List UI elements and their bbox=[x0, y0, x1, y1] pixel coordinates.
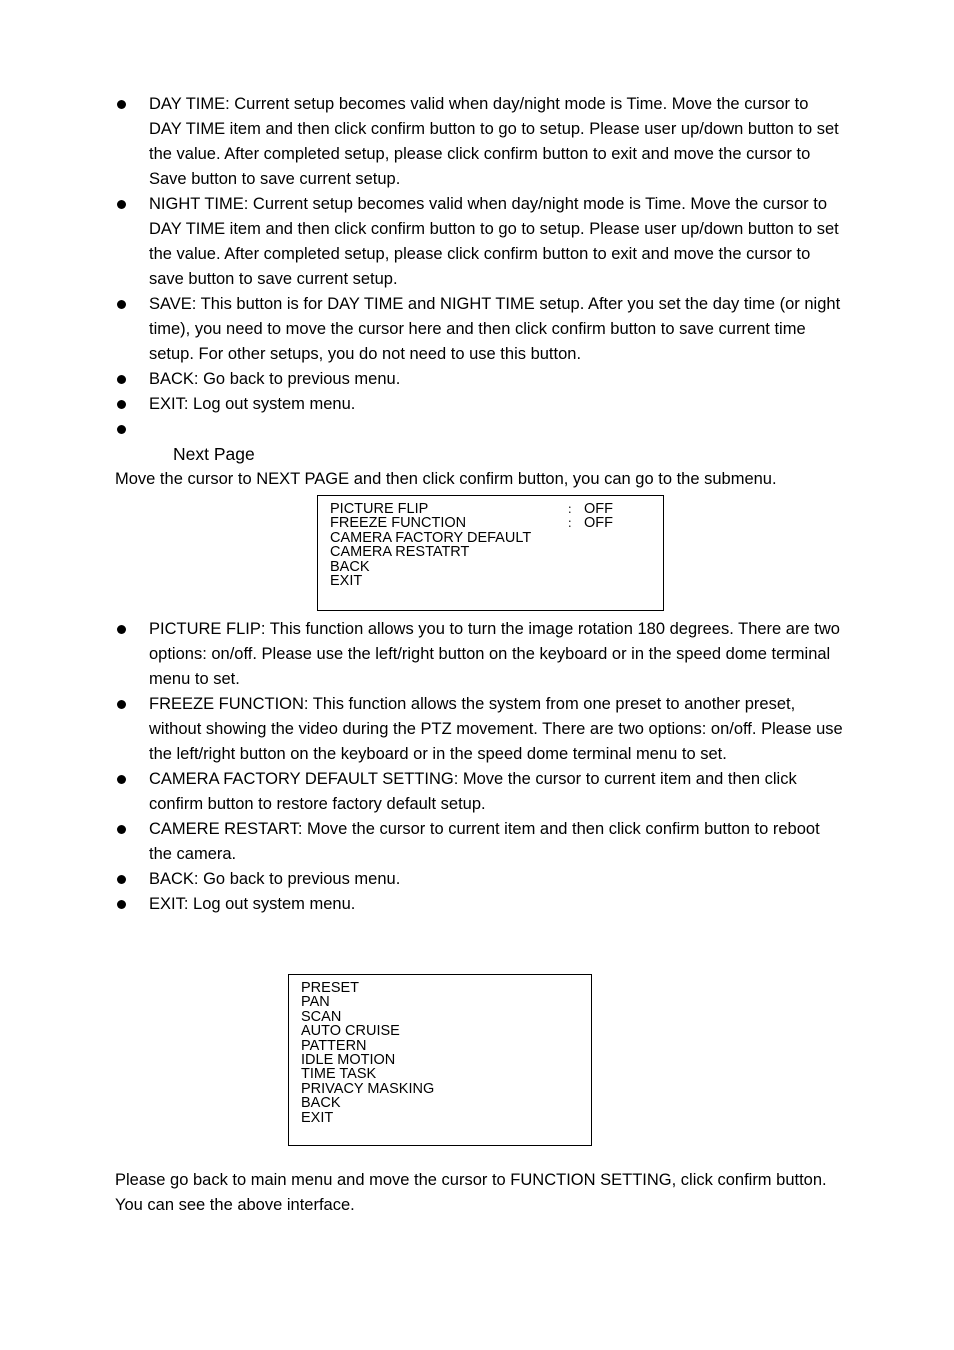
function-setting-menu-box bbox=[288, 974, 592, 1146]
list-item-text: FREEZE FUNCTION: This function allows the system from one preset to another preset, without showing the video during the PTZ movement. There are two options: on/off. Please use the left/right button on the keyboard or in the speed dome terminal menu to set. bbox=[149, 695, 843, 763]
bullet-icon bbox=[117, 825, 126, 834]
list-item bbox=[115, 367, 845, 392]
menu-row-freeze-function bbox=[330, 516, 651, 530]
bullet-list-time-setup bbox=[115, 92, 845, 442]
outro-paragraph: Please go back to main menu and move the cursor to FUNCTION SETTING, click confirm button. You can see the above interface. bbox=[115, 1171, 827, 1214]
menu-row-pattern: PATTERN bbox=[301, 1037, 367, 1054]
menu-row-exit: EXIT bbox=[301, 1109, 334, 1126]
bullet-icon bbox=[117, 375, 126, 384]
list-item bbox=[115, 617, 845, 692]
bullet-icon bbox=[117, 200, 126, 209]
menu-colon: ： bbox=[567, 502, 580, 516]
menu-label: PICTURE FLIP bbox=[330, 501, 429, 517]
menu-row-preset: PRESET bbox=[301, 980, 360, 996]
bullet-icon bbox=[117, 875, 126, 884]
list-item bbox=[115, 692, 845, 767]
bullet-icon bbox=[117, 775, 126, 784]
bullet-icon bbox=[117, 900, 126, 909]
bullet-list-next-page bbox=[115, 617, 845, 917]
menu-row-auto-cruise: AUTO CRUISE bbox=[301, 1023, 400, 1040]
menu-value-text: OFF bbox=[584, 501, 614, 517]
list-item-text: SAVE: This button is for DAY TIME and NIGHT TIME setup. After you set the day time (or night time), you need to move the cursor here and then click confirm button to save current time setup. For other setups, you do not need to use this button. bbox=[149, 295, 841, 363]
list-item-text: BACK: Go back to previous menu. bbox=[149, 370, 401, 388]
list-item-text: CAMERE RESTART: Move the cursor to current item and then click confirm button to reboot the camera. bbox=[149, 820, 820, 863]
menu-row-scan: SCAN bbox=[301, 1008, 342, 1025]
menu-row-time-task: TIME TASK bbox=[301, 1066, 377, 1083]
list-item bbox=[115, 767, 845, 817]
bullet-icon bbox=[117, 400, 126, 409]
list-item bbox=[115, 817, 845, 867]
next-page-menu-box bbox=[317, 495, 664, 611]
menu-label: FREEZE FUNCTION bbox=[330, 515, 467, 532]
menu-colon: ： bbox=[567, 516, 580, 531]
list-item-text: CAMERA FACTORY DEFAULT SETTING: Move the cursor to current item and then click confirm button to restore factory default setup. bbox=[149, 770, 797, 813]
menu-row-camera-factory-default: CAMERA FACTORY DEFAULT bbox=[330, 529, 532, 546]
menu-value bbox=[567, 502, 613, 516]
menu-row-picture-flip bbox=[330, 502, 651, 516]
menu-row-back: BACK bbox=[330, 558, 370, 575]
bullet-icon bbox=[117, 700, 126, 709]
menu-row-pan: PAN bbox=[301, 994, 330, 1011]
list-item bbox=[115, 292, 845, 367]
list-item-text: NIGHT TIME: Current setup becomes valid when day/night mode is Time. Move the cursor to DAY TIME item and then click confirm button to go to setup. Please user up/down button to set the value. After completed setup, please click confirm button to exit and move the cursor to save button to save current setup. bbox=[149, 195, 839, 288]
list-item-text: EXIT: Log out system menu. bbox=[149, 895, 356, 913]
list-item-text: EXIT: Log out system menu. bbox=[149, 395, 356, 413]
intro-paragraph: Move the cursor to NEXT PAGE and then click confirm button, you can go to the submenu. bbox=[115, 470, 777, 488]
menu-row-back: BACK bbox=[301, 1095, 341, 1112]
list-item bbox=[115, 892, 845, 917]
menu-row-idle-motion: IDLE MOTION bbox=[301, 1052, 396, 1069]
menu-value-text: OFF bbox=[584, 515, 614, 532]
list-item bbox=[115, 192, 845, 292]
list-item bbox=[115, 92, 845, 192]
section-heading: Next Page bbox=[173, 444, 255, 464]
menu-value bbox=[567, 516, 613, 530]
list-item bbox=[115, 867, 845, 892]
list-item-text: DAY TIME: Current setup becomes valid when day/night mode is Time. Move the cursor to DAY TIME item and then click confirm button to go to setup. Please user up/down button to set the value. After completed setup, please click confirm button to exit and move the cursor to Save button to save current setup. bbox=[149, 95, 839, 188]
menu-row-exit: EXIT bbox=[330, 573, 363, 590]
bullet-icon bbox=[117, 100, 126, 109]
list-item bbox=[115, 392, 845, 417]
list-item-text: BACK: Go back to previous menu. bbox=[149, 870, 401, 888]
bullet-icon bbox=[117, 625, 126, 634]
menu-row-privacy-masking: PRIVACY MASKING bbox=[301, 1080, 435, 1097]
menu-row-camera-restart: CAMERA RESTATRT bbox=[330, 544, 470, 561]
list-item-empty bbox=[115, 417, 845, 442]
list-item-text: PICTURE FLIP: This function allows you to turn the image rotation 180 degrees. There are two options: on/off. Please use the left/right button on the keyboard or in the speed dome terminal menu to set. bbox=[149, 620, 840, 688]
bullet-icon bbox=[117, 425, 126, 434]
bullet-icon bbox=[117, 300, 126, 309]
